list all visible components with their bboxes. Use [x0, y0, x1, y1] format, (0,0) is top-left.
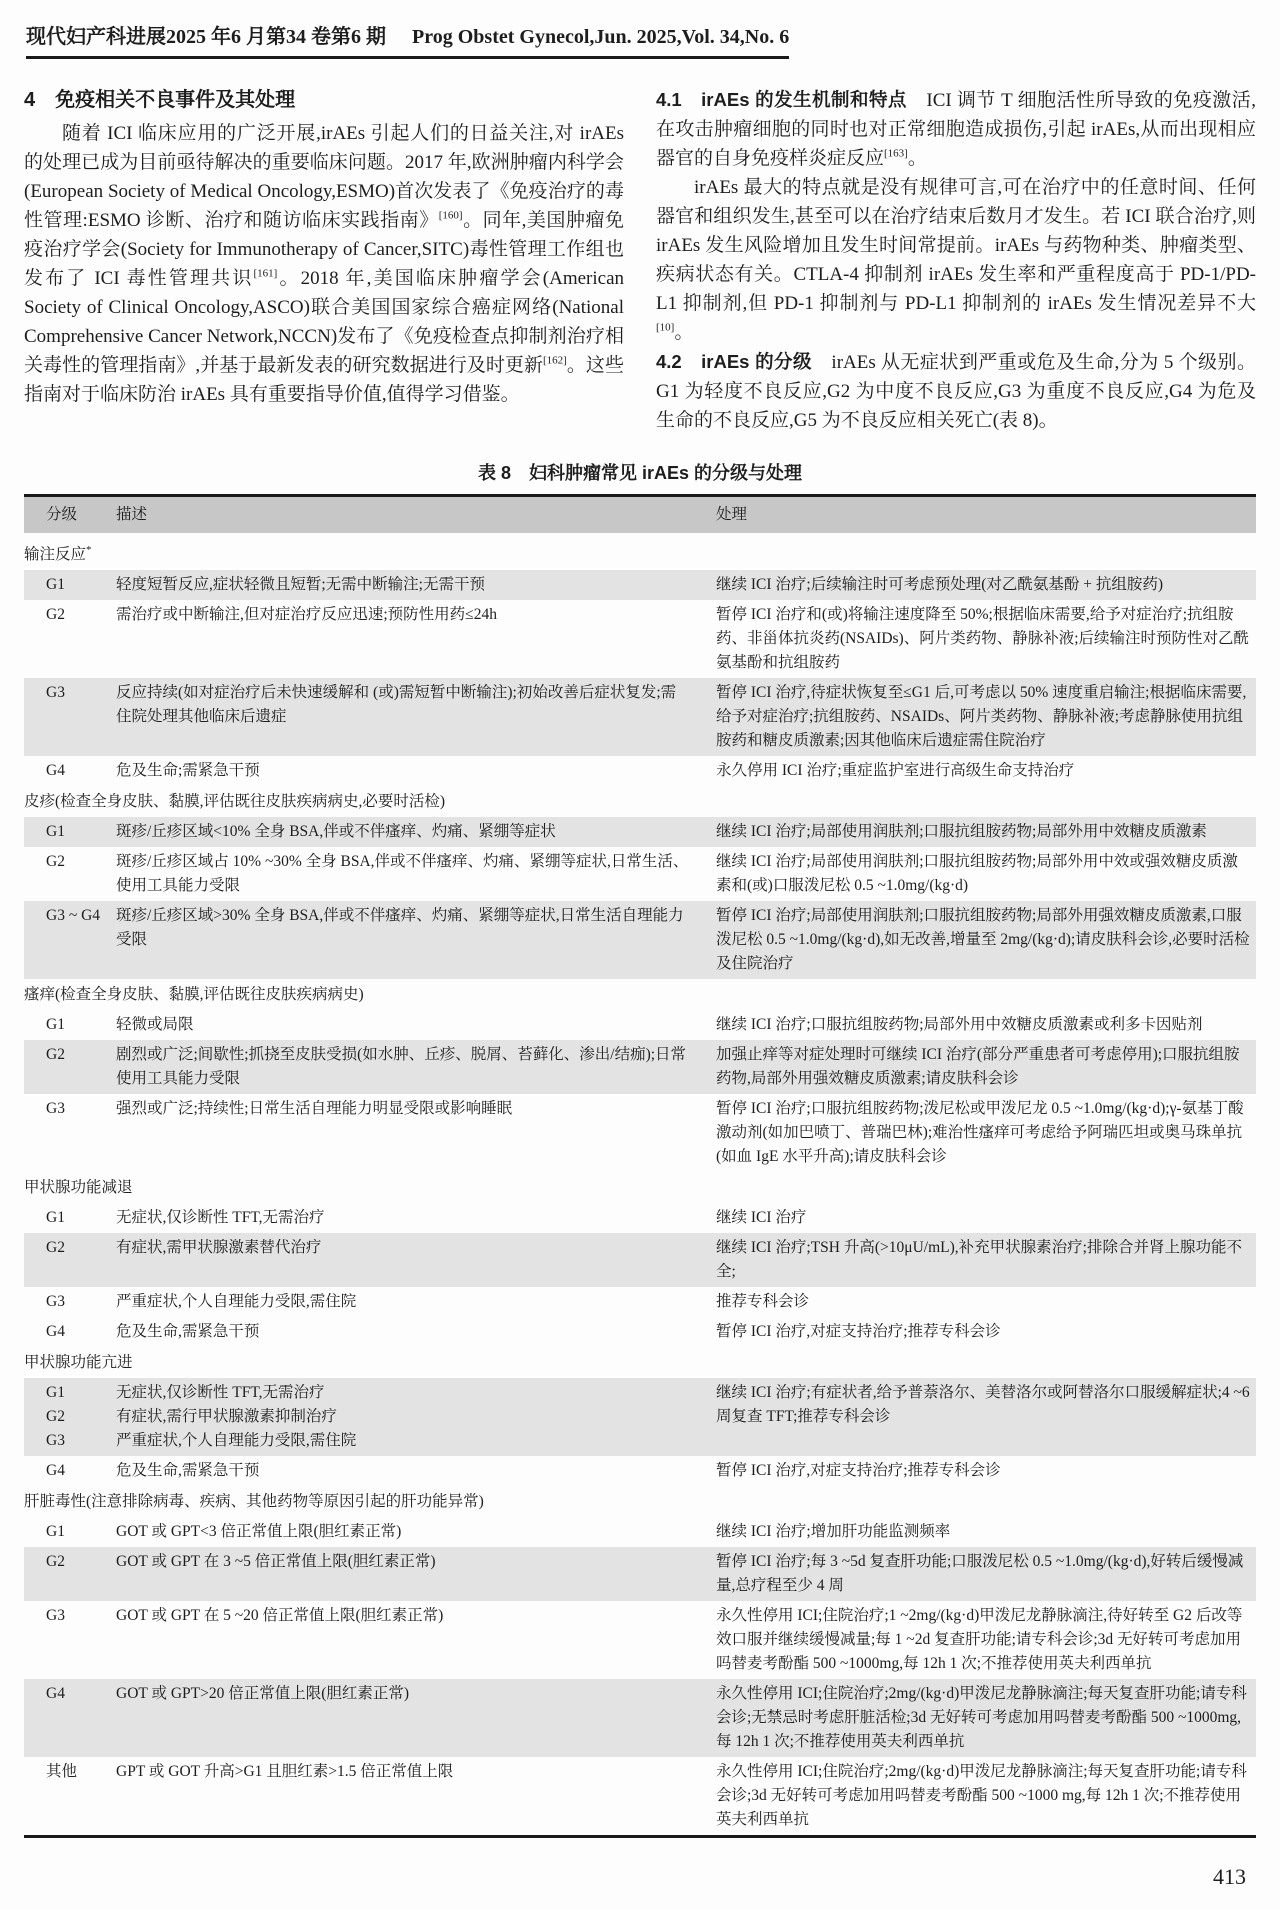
- table-section-row: [24, 786, 1256, 817]
- description-cell: 危及生命;需紧急干预: [116, 762, 260, 779]
- table-row: [24, 1203, 1256, 1233]
- grade-cell: [24, 1381, 116, 1453]
- table-section-row: [24, 1172, 1256, 1203]
- table-row: [24, 1517, 1256, 1547]
- footnote-marker: *: [86, 543, 92, 556]
- section-label: 皮疹(检查全身皮肤、黏膜,评估既往皮肤疾病病史,必要时活检): [24, 793, 446, 810]
- table8: [24, 459, 1256, 1838]
- section-label: 输注反应: [24, 546, 87, 563]
- paragraph-text: 。: [907, 148, 927, 169]
- treatment-cell: 继续 ICI 治疗;局部使用润肤剂;口服抗组胺药物;局部外用中效糖皮质激素: [716, 823, 1207, 840]
- grade-cell: G4: [46, 762, 65, 779]
- description-cell: 危及生命,需紧急干预: [116, 1323, 260, 1340]
- table-row: [24, 1317, 1256, 1347]
- table-row: [24, 1679, 1256, 1757]
- reference-marker: [163]: [884, 147, 908, 160]
- treatment-cell: 永久性停用 ICI;住院治疗;2mg/(kg·d)甲泼尼龙静脉滴注;每天复查肝功能;请专科会诊;无禁忌时考虑肝脏活检;3d 无好转可考虑加用吗替麦考酚酯 500 ~1000mg,每 12h 1 次;不推荐使用英夫利西单抗: [716, 1685, 1247, 1750]
- description-cell: 斑疹/丘疹区域占 10% ~30% 全身 BSA,伴或不伴瘙痒、灼痛、紧绷等症状,日常生活、使用工具能力受限: [116, 853, 689, 894]
- grade-cell: G3: [46, 1100, 65, 1117]
- description-cell: GPT 或 GOT 升高>G1 且胆红素>1.5 倍正常值上限: [116, 1763, 454, 1780]
- grade-cell: G2: [46, 853, 65, 870]
- treatment-cell: 继续 ICI 治疗;增加肝功能监测频率: [716, 1523, 951, 1540]
- grade-cell: G1: [46, 1016, 65, 1033]
- reference-marker: [10]: [656, 321, 675, 334]
- description-cell: 强烈或广泛;持续性;日常生活自理能力明显受限或影响睡眠: [116, 1100, 513, 1117]
- subsection-heading: 4.1 irAEs 的发生机制和特点: [656, 89, 907, 110]
- description-cell: 无症状,仅诊断性 TFT,无需治疗: [116, 1209, 325, 1226]
- description-cell: GOT 或 GPT 在 5 ~20 倍正常值上限(胆红素正常): [116, 1607, 444, 1624]
- subsection-heading: 4.2 irAEs 的分级: [656, 351, 812, 372]
- description-cell: 需治疗或中断输注,但对症治疗反应迅速;预防性用药≤24h: [116, 606, 497, 623]
- treatment-cell: 永久性停用 ICI;住院治疗;1 ~2mg/(kg·d)甲泼尼龙静脉滴注,待好转至 G2 后改等效口服并继续缓慢减量;每 1 ~2d 复查肝功能;请专科会诊;3d 无好转可考虑加用吗替麦考酚酯 500 ~1000mg,每 12h 1 次;不推荐使用英夫利西单抗: [716, 1607, 1243, 1672]
- paragraph-text: 。2018 年,美国临床肿瘤学会(American Society of Clinical Oncology,ASCO)联合美国国家综合癌症网络(National Comprehensive Cancer Network,NCCN)发布了《免疫检查点抑制剂治疗相关毒性的管理指南》,并基于最新发表的研究数据进行及时更新: [24, 268, 625, 376]
- journal-header: [26, 20, 789, 59]
- paragraph: [656, 85, 1256, 173]
- section-4-heading: 4 免疫相关不良事件及其处理: [24, 89, 296, 111]
- paragraph-text: 。: [674, 322, 694, 343]
- table-row: [24, 817, 1256, 847]
- treatment-cell: 暂停 ICI 治疗;局部使用润肤剂;口服抗组胺药物;局部外用强效糖皮质激素,口服泼尼松 0.5 ~1.0mg/(kg·d),如无改善,增量至 2mg/(kg·d);请皮肤科会诊,必要时活检及住院治疗: [716, 907, 1250, 972]
- table-row: [24, 1547, 1256, 1601]
- treatment-cell: 暂停 ICI 治疗;口服抗组胺药物;泼尼松或甲泼尼龙 0.5 ~1.0mg/(kg·d);γ-氨基丁酸激动剂(如加巴喷丁、普瑞巴林);难治性瘙痒可考虑给予阿瑞匹坦或奥马珠单抗(如血 IgE 水平升高);请皮肤科会诊: [716, 1100, 1244, 1165]
- treatment-cell: 继续 ICI 治疗;口服抗组胺药物;局部外用中效糖皮质激素或利多卡因贴剂: [716, 1016, 1203, 1033]
- section-label: 甲状腺功能减退: [24, 1179, 133, 1196]
- column-header-treatment: 处理: [716, 506, 748, 523]
- paragraph: [24, 119, 624, 409]
- treatment-cell: 暂停 ICI 治疗,对症支持治疗;推荐专科会诊: [716, 1323, 1001, 1340]
- treatment-cell: 暂停 ICI 治疗和(或)将输注速度降至 50%;根据临床需要,给予对症治疗;抗组胺药、非甾体抗炎药(NSAIDs)、阿片类药物、静脉补液;后续输注时预防性对乙酰氨基酚和抗组胺药: [716, 606, 1250, 671]
- grade-cell: G2: [46, 1046, 65, 1063]
- description-line: 有症状,需行甲状腺激素抑制治疗: [116, 1408, 337, 1425]
- treatment-cell: 暂停 ICI 治疗,对症支持治疗;推荐专科会诊: [716, 1462, 1001, 1479]
- table-row: [24, 901, 1256, 979]
- section-label: 甲状腺功能亢进: [24, 1354, 133, 1371]
- left-paragraphs: [24, 119, 624, 409]
- grade-cell: G3: [46, 684, 65, 701]
- description-cell: 有症状,需甲状腺激素替代治疗: [116, 1239, 322, 1256]
- paragraph-text: 随着 ICI 临床应用的广泛开展,irAEs 引起人们的日益关注,对 irAEs 的处理已成为目前亟待解决的重要临床问题。2017 年,欧洲肿瘤内科学会(European Society of Medical Oncology,ESMO)首次发表了《免疫治疗的毒性管理:ESMO 诊断、治疗和随访临床实践指南》: [24, 123, 624, 231]
- grade-cell: G1: [46, 1209, 65, 1226]
- grade-cell: G2: [46, 1239, 65, 1256]
- table-row: [24, 600, 1256, 678]
- grade-cell: G3 ~ G4: [46, 907, 101, 924]
- treatment-cell: 继续 ICI 治疗;后续输注时可考虑预处理(对乙酰氨基酚 + 抗组胺药): [716, 576, 1164, 593]
- table-row: [24, 570, 1256, 600]
- grade-cell: 其他: [46, 1763, 78, 1780]
- table-row: [24, 1757, 1256, 1835]
- reference-marker: [160]: [438, 209, 463, 222]
- table-row: [24, 678, 1256, 756]
- table8-header-row: [24, 497, 1256, 533]
- section-label: 肝脏毒性(注意排除病毒、疾病、其他药物等原因引起的肝功能异常): [24, 1493, 484, 1510]
- grade-line: G1: [46, 1384, 65, 1401]
- right-column: [656, 85, 1256, 435]
- grade-cell: G4: [46, 1323, 65, 1340]
- table-row: [24, 847, 1256, 901]
- grade-line: G3: [46, 1432, 65, 1449]
- table8-body: [24, 539, 1256, 1835]
- treatment-cell: 继续 ICI 治疗;局部使用润肤剂;口服抗组胺药物;局部外用中效或强效糖皮质激素和(或)口服泼尼松 0.5 ~1.0mg/(kg·d): [716, 853, 1238, 894]
- reference-marker: [161]: [253, 267, 278, 280]
- description-cell: GOT 或 GPT<3 倍正常值上限(胆红素正常): [116, 1523, 402, 1540]
- grade-line: G2: [46, 1408, 65, 1425]
- treatment-cell: 继续 ICI 治疗: [716, 1209, 807, 1226]
- description-cell: GOT 或 GPT>20 倍正常值上限(胆红素正常): [116, 1685, 410, 1702]
- treatment-cell: 继续 ICI 治疗;有症状者,给予普萘洛尔、美替洛尔或阿替洛尔口服缓解症状;4 ~6 周复查 TFT;推荐专科会诊: [716, 1384, 1250, 1425]
- paragraph-text: irAEs 最大的特点就是没有规律可言,可在治疗中的任意时间、任何器官和组织发生,甚至可以在治疗结束后数月才发生。若 ICI 联合治疗,则 irAEs 发生风险增加且发生时间常提前。irAEs 与药物种类、肿瘤类型、疾病状态有关。CTLA-4 抑制剂 irAEs 发生率和严重程度高于 PD-1/PD-L1 抑制剂,但 PD-1 抑制剂与 PD-L1 抑制剂的 irAEs 发生情况差异不大: [656, 177, 1256, 314]
- column-header-grade: 分级: [46, 506, 78, 523]
- right-paragraphs: [656, 85, 1256, 435]
- description-cell: [116, 1381, 716, 1453]
- treatment-cell: 继续 ICI 治疗;TSH 升高(>10μU/mL),补充甲状腺素治疗;排除合并肾上腺功能不全;: [716, 1239, 1242, 1280]
- paragraph-text: 。同年,美国肿瘤免疫治疗学会(Society for Immunotherapy of Cancer,SITC)毒性管理工作组也发布了 ICI 毒性管理共识: [24, 210, 624, 289]
- treatment-cell: 推荐专科会诊: [716, 1293, 810, 1310]
- grade-cell: G4: [46, 1462, 65, 1479]
- treatment-cell: 永久停用 ICI 治疗;重症监护室进行高级生命支持治疗: [716, 762, 1075, 779]
- table-row: [24, 756, 1256, 786]
- table-row: [24, 1601, 1256, 1679]
- table-row: [24, 1094, 1256, 1172]
- grade-cell: G2: [46, 606, 65, 623]
- description-cell: 斑疹/丘疹区域<10% 全身 BSA,伴或不伴瘙痒、灼痛、紧绷等症状: [116, 823, 556, 840]
- table-section-row: [24, 1486, 1256, 1517]
- table-row: [24, 1040, 1256, 1094]
- description-line: 严重症状,个人自理能力受限,需住院: [116, 1432, 357, 1449]
- treatment-cell: 永久性停用 ICI;住院治疗;2mg/(kg·d)甲泼尼龙静脉滴注;每天复查肝功能;请专科会诊;3d 无好转可考虑加用吗替麦考酚酯 500 ~1000 mg,每 12h 1 次;不推荐使用英夫利西单抗: [716, 1763, 1247, 1828]
- treatment-cell: 加强止痒等对症处理时可继续 ICI 治疗(部分严重患者可考虑停用);口服抗组胺药物,局部外用强效糖皮质激素;请皮肤科会诊: [716, 1046, 1240, 1087]
- table-row-merged: [24, 1378, 1256, 1456]
- grade-cell: G3: [46, 1607, 65, 1624]
- table8-grid: [24, 494, 1256, 1838]
- treatment-cell: 暂停 ICI 治疗,待症状恢复至≤G1 后,可考虑以 50% 速度重启输注;根据临床需要,给予对症治疗;抗组胺药、NSAIDs、阿片类药物、静脉补液;考虑静脉使用抗组胺药和糖皮质激素;因其他临床后遗症需住院治疗: [716, 684, 1247, 749]
- paragraph-text: ICI 调节 T 细胞活性所导致的免疫激活,在攻击肿瘤细胞的同时也对正常细胞造成损伤,引起 irAEs,从而出现相应器官的自身免疫样炎症反应: [656, 90, 1256, 169]
- description-cell: 剧烈或广泛;间歇性;抓挠至皮肤受损(如水肿、丘疹、脱屑、苔藓化、渗出/结痂);日常使用工具能力受限: [116, 1046, 687, 1087]
- description-cell: 反应持续(如对症治疗后未快速缓解和 (或)需短暂中断输注);初始改善后症状复发;需住院处理其他临床后遗症: [116, 684, 677, 725]
- grade-cell: G4: [46, 1685, 65, 1702]
- table-row: [24, 1287, 1256, 1317]
- page-number: 413: [1213, 1864, 1246, 1889]
- table-section-row: [24, 539, 1256, 570]
- description-cell: 危及生命,需紧急干预: [116, 1462, 260, 1479]
- paragraph: [656, 173, 1256, 347]
- table8-title: 表 8 妇科肿瘤常见 irAEs 的分级与处理: [477, 463, 803, 483]
- left-column: [24, 85, 624, 435]
- grade-cell: G1: [46, 823, 65, 840]
- table-row: [24, 1233, 1256, 1287]
- grade-cell: G2: [46, 1553, 65, 1570]
- description-cell: 轻度短暂反应,症状轻微且短暂;无需中断输注;无需干预: [116, 576, 485, 593]
- journal-title-cn: 现代妇产科进展2025 年6 月第34 卷第6 期: [26, 26, 386, 48]
- paragraph-text: irAEs 从无症状到严重或危及生命,分为 5 个级别。G1 为轻度不良反应,G2 为中度不良反应,G3 为重度不良反应,G4 为危及生命的不良反应,G5 为不良反应相关死亡(表 8)。: [656, 352, 1256, 431]
- description-cell: 严重症状,个人自理能力受限,需住院: [116, 1293, 357, 1310]
- paragraph-text: 。这些指南对于临床防治 irAEs 具有重要指导价值,值得学习借鉴。: [24, 355, 624, 405]
- description-cell: 斑疹/丘疹区域>30% 全身 BSA,伴或不伴瘙痒、灼痛、紧绷等症状,日常生活自理能力受限: [116, 907, 684, 948]
- description-line: 无症状,仅诊断性 TFT,无需治疗: [116, 1384, 325, 1401]
- description-cell: 轻微或局限: [116, 1016, 194, 1033]
- article-columns: [24, 85, 1256, 435]
- paragraph: [656, 347, 1256, 435]
- grade-cell: G1: [46, 1523, 65, 1540]
- table-row: [24, 1010, 1256, 1040]
- table-section-row: [24, 979, 1256, 1010]
- table-row: [24, 1456, 1256, 1486]
- grade-cell: G3: [46, 1293, 65, 1310]
- column-header-description: 描述: [116, 506, 148, 523]
- grade-cell: G1: [46, 576, 65, 593]
- description-cell: GOT 或 GPT 在 3 ~5 倍正常值上限(胆红素正常): [116, 1553, 436, 1570]
- section-label: 瘙痒(检查全身皮肤、黏膜,评估既往皮肤疾病病史): [24, 986, 364, 1003]
- treatment-cell: 暂停 ICI 治疗;每 3 ~5d 复查肝功能;口服泼尼松 0.5 ~1.0mg/(kg·d),好转后缓慢减量,总疗程至少 4 周: [716, 1553, 1244, 1594]
- reference-marker: [162]: [543, 354, 567, 367]
- journal-title-en: Prog Obstet Gynecol,Jun. 2025,Vol. 34,No. 6: [412, 26, 790, 48]
- table-section-row: [24, 1347, 1256, 1378]
